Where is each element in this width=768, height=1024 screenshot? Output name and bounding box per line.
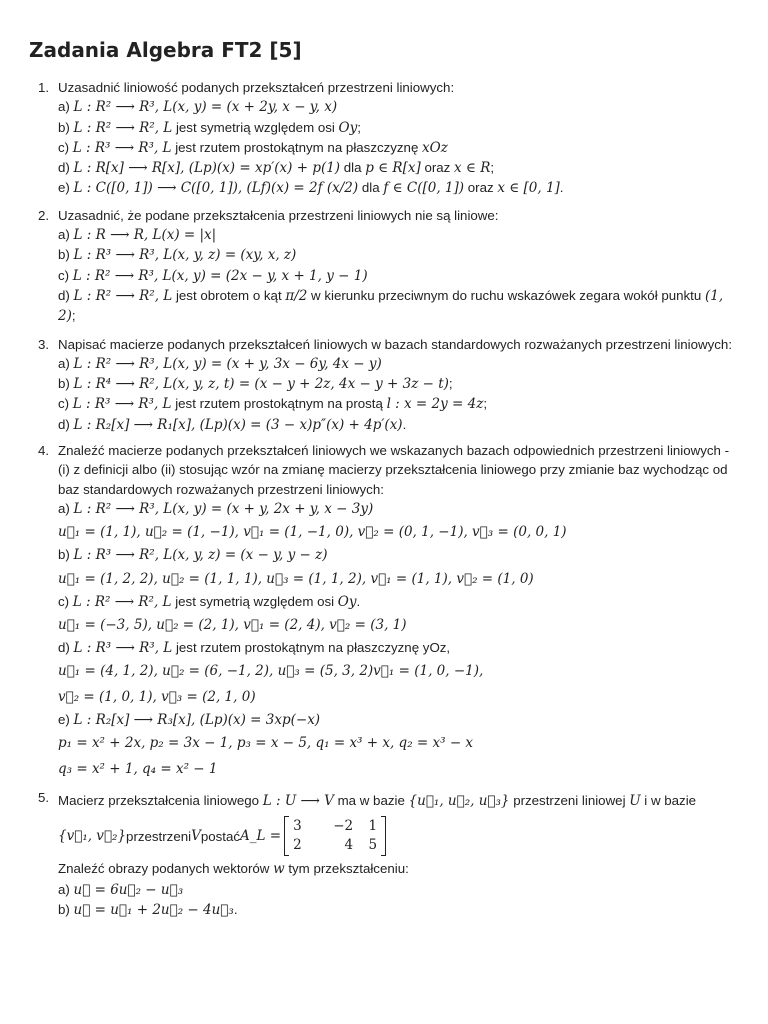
item-text: jest symetrią względem osi xyxy=(172,119,339,135)
item-text: . xyxy=(356,593,361,609)
item-text: c) xyxy=(58,396,73,412)
item-text: b) xyxy=(58,902,74,918)
item-text: ; xyxy=(71,308,76,324)
math-expression: x ∈ R xyxy=(454,160,491,177)
task-3 xyxy=(0,335,768,435)
matrix-cell: 2 xyxy=(293,837,302,854)
math-expression: u⃗ = 6u⃗₂ − u⃗₃ xyxy=(73,881,184,898)
item-text: jest rzutem prostokątnym na płaszczyznę yOz, xyxy=(172,639,451,655)
math-expression: l : x = 2y = 4z xyxy=(386,396,484,413)
task-subitem xyxy=(58,638,740,658)
item-text: e) xyxy=(58,712,74,728)
math-expression: u⃗₁ = (−3, 5), u⃗₂ = (2, 1), v⃗₁ = (2, 4), v⃗₂ = (3, 1) xyxy=(58,616,407,633)
item-text: . xyxy=(402,416,407,432)
task-subitem xyxy=(58,178,740,198)
task-subitem xyxy=(58,138,740,158)
task-subitem xyxy=(58,225,740,245)
item-text: a) xyxy=(58,227,74,243)
matrix-right-bracket xyxy=(381,816,386,856)
task-subitem xyxy=(58,684,740,710)
item-text: . xyxy=(233,902,238,918)
math-expression: L : R₂[x] ⟶ R₁[x], (Lp)(x) = (3 − x)p″(x) + 4p′(x) xyxy=(73,416,403,433)
matrix-cell: 4 xyxy=(344,837,354,854)
task-subitem xyxy=(58,730,740,756)
math-expression: q₃ = x² + 1, q₄ = x² − 1 xyxy=(58,761,218,778)
item-text: ; xyxy=(490,160,495,176)
matrix-a-l xyxy=(284,816,386,856)
item-text: ma w bazie xyxy=(333,793,409,809)
item-text: d) xyxy=(58,639,74,655)
item-text: b) xyxy=(58,119,74,135)
item-text: d) xyxy=(58,416,74,432)
math-expression: u⃗₁ = (1, 2, 2), u⃗₂ = (1, 1, 1), u⃗₃ = (1, 1, 2), v⃗₁ = (1, 1), v⃗₂ = (1, 0) xyxy=(58,570,534,587)
math-expression: L : R₂[x] ⟶ R₃[x], (Lp)(x) = 3xp(−x) xyxy=(73,712,321,729)
matrix-cell: −2 xyxy=(333,818,354,835)
item-text: i w bazie xyxy=(640,793,697,809)
math-expression: L : R³ ⟶ R³, L(x, y, z) = (xy, x, z) xyxy=(73,247,297,264)
item-text: Znaleźć obrazy podanych wektorów xyxy=(58,861,274,877)
math-expression: V xyxy=(191,827,201,844)
task-subitem xyxy=(58,158,740,178)
task-subitem xyxy=(58,374,740,394)
item-text: dla xyxy=(358,180,384,196)
item-text: postać xyxy=(200,828,241,844)
task-subitem xyxy=(58,788,740,814)
item-text: c) xyxy=(58,593,73,609)
item-text: oraz xyxy=(464,180,498,196)
task-subitem xyxy=(58,592,740,612)
matrix-cell: 5 xyxy=(368,837,378,854)
math-expression: p ∈ R[x] xyxy=(365,160,421,177)
task-subitem xyxy=(58,286,740,327)
task-subitem xyxy=(58,756,740,782)
task-find-line xyxy=(58,859,740,879)
task-subitem xyxy=(58,612,740,638)
math-expression: L : R[x] ⟶ R[x], (Lp)(x) = xp′(x) + p(1) xyxy=(73,160,341,177)
item-text: a) xyxy=(58,500,74,516)
task-subitem xyxy=(58,245,740,265)
item-text: b) xyxy=(58,547,74,563)
item-text: b) xyxy=(58,247,74,263)
task-subitem xyxy=(58,658,740,684)
task-subitem xyxy=(58,118,740,138)
math-expression: L : R² ⟶ R², L xyxy=(73,119,173,136)
matrix-cell: 1 xyxy=(368,818,378,835)
item-text: . xyxy=(559,180,564,196)
task-subitem xyxy=(58,354,740,374)
task-number: 5. xyxy=(38,790,50,806)
math-expression: L : C([0, 1]) ⟶ C([0, 1]), (Lf)(x) = 2f (x/2) xyxy=(73,180,359,197)
math-expression: L : R² ⟶ R³, L(x, y) = (x + y, 3x − 6y, 4x − y) xyxy=(73,355,382,372)
task-subitem xyxy=(58,394,740,414)
task-subitem xyxy=(58,266,740,286)
item-text: oraz xyxy=(420,160,455,176)
task-subitem xyxy=(58,519,740,545)
task-intro: Uzasadnić, że podane przekształcenia przestrzeni liniowych nie są liniowe: xyxy=(58,207,499,223)
math-expression: Oy xyxy=(338,119,358,136)
math-expression: xOz xyxy=(422,139,448,156)
task-number: 2. xyxy=(38,207,50,223)
basis-matrix-line xyxy=(58,816,740,856)
item-text: d) xyxy=(58,160,74,176)
item-text: a) xyxy=(58,99,74,115)
math-expression: L : R⁴ ⟶ R², L(x, y, z, t) = (x − y + 2z, 4x − y + 3z − t) xyxy=(73,376,449,393)
document-title: Zadania Algebra FT2 [5] xyxy=(29,38,302,62)
task-list xyxy=(0,78,768,920)
task-subitem xyxy=(58,900,740,920)
item-text: a) xyxy=(58,355,74,371)
task-subitem xyxy=(58,499,740,519)
task-number: 3. xyxy=(38,336,50,352)
math-expression: w xyxy=(273,861,285,878)
item-text: b) xyxy=(58,376,74,392)
math-expression: L : R³ ⟶ R³, L xyxy=(73,639,173,656)
math-expression: Oy xyxy=(337,593,357,610)
item-text: jest rzutem prostokątnym na prostą xyxy=(171,396,387,412)
task-subitem xyxy=(58,415,740,435)
item-text: e) xyxy=(58,180,74,196)
math-expression: p₁ = x² + 2x, p₂ = 3x − 1, p₃ = x − 5, q₁ = x³ + x, q₂ = x³ − x xyxy=(58,735,474,752)
task-subitem xyxy=(58,97,740,117)
math-expression: {u⃗₁, u⃗₂, u⃗₃} xyxy=(408,793,510,810)
math-expression: (1, 2) xyxy=(58,287,724,325)
task-4 xyxy=(0,441,768,782)
math-expression: L : R³ ⟶ R³, L xyxy=(72,139,172,156)
math-expression: U xyxy=(629,793,641,810)
item-text: jest rzutem prostokątnym na płaszczyznę xyxy=(171,139,423,155)
math-expression: x ∈ [0, 1] xyxy=(497,180,560,197)
item-text: przestrzeni liniowej xyxy=(509,793,630,809)
task-1 xyxy=(0,78,768,199)
task-2 xyxy=(0,206,768,327)
item-text: dla xyxy=(340,160,366,176)
task-intro: Napisać macierze podanych przekształceń liniowych w bazach standardowych rozważanych przestrzeni liniowych: xyxy=(58,336,733,352)
task-5 xyxy=(0,788,768,920)
math-expression: f ∈ C([0, 1]) xyxy=(383,180,465,197)
item-text: ; xyxy=(357,119,361,135)
item-text: w kierunku przeciwnym do ruchu wskazówek zegara wokół punktu xyxy=(307,287,705,303)
item-text: c) xyxy=(58,139,73,155)
item-text: Macierz przekształcenia liniowego xyxy=(58,793,263,809)
item-text: a) xyxy=(58,881,74,897)
item-text: ; xyxy=(483,396,488,412)
task-number: 1. xyxy=(38,80,50,95)
math-expression: L : R ⟶ R, L(x) = |x| xyxy=(73,227,217,244)
item-text: ; xyxy=(448,376,453,392)
math-expression: L : R³ ⟶ R², L(x, y, z) = (x − y, y − z) xyxy=(73,547,328,564)
math-expression: L : R² ⟶ R², L xyxy=(73,287,173,304)
math-expression: u⃗₁ = (4, 1, 2), u⃗₂ = (6, −1, 2), u⃗₃ = (5, 3, 2)v⃗₁ = (1, 0, −1), xyxy=(58,663,484,680)
math-expression: L : U ⟶ V xyxy=(262,793,334,810)
math-expression: u⃗₁ = (1, 1), u⃗₂ = (1, −1), v⃗₁ = (1, −1, 0), v⃗₂ = (0, 1, −1), v⃗₃ = (0, 0, 1) xyxy=(58,524,567,541)
task-intro: Znaleźć macierze podanych przekształceń liniowych we wskazanych bazach odpowiednich przestrzeni liniowych - (i) z definicji albo (ii) stosując wzór na zmianę macierzy przekształcenia liniowego przy zmianie baz wychodząc od baz standardowych rozważanych przestrzeni liniowych: xyxy=(58,443,730,497)
math-expression: v⃗₂ = (1, 0, 1), v⃗₃ = (2, 1, 0) xyxy=(58,689,256,706)
math-expression: π/2 xyxy=(285,287,308,304)
item-text: c) xyxy=(58,267,73,283)
math-expression: {v⃗₁, v⃗₂} xyxy=(58,827,127,844)
task-subitem xyxy=(58,710,740,730)
math-expression: L : R³ ⟶ R³, L xyxy=(72,396,172,413)
matrix-cell: 3 xyxy=(293,818,302,835)
task-subitem xyxy=(58,880,740,900)
item-text: przestrzeni xyxy=(126,828,192,844)
item-text: tym przekształceniu: xyxy=(284,861,409,877)
item-text: d) xyxy=(58,287,74,303)
math-expression: L : R² ⟶ R², L xyxy=(72,593,172,610)
task-subitem xyxy=(58,545,740,565)
math-expression: u⃗ = u⃗₁ + 2u⃗₂ − 4u⃗₃ xyxy=(73,902,234,919)
task-subitem xyxy=(58,566,740,592)
math-expression: A_L = xyxy=(240,827,282,844)
math-expression: L : R² ⟶ R³, L(x, y) = (2x − y, x + 1, y − 1) xyxy=(72,267,368,284)
math-expression: L : R² ⟶ R³, L(x, y) = (x + y, 2x + y, x − 3y) xyxy=(73,500,374,517)
task-number: 4. xyxy=(38,443,50,459)
task-intro: Uzasadnić liniowość podanych przekształceń przestrzeni liniowych: xyxy=(58,80,455,95)
item-text: jest obrotem o kąt xyxy=(172,287,286,303)
matrix-entries xyxy=(289,816,381,856)
math-expression: L : R² ⟶ R³, L(x, y) = (x + 2y, x − y, x) xyxy=(73,99,338,116)
item-text: jest symetrią względem osi xyxy=(171,593,338,609)
